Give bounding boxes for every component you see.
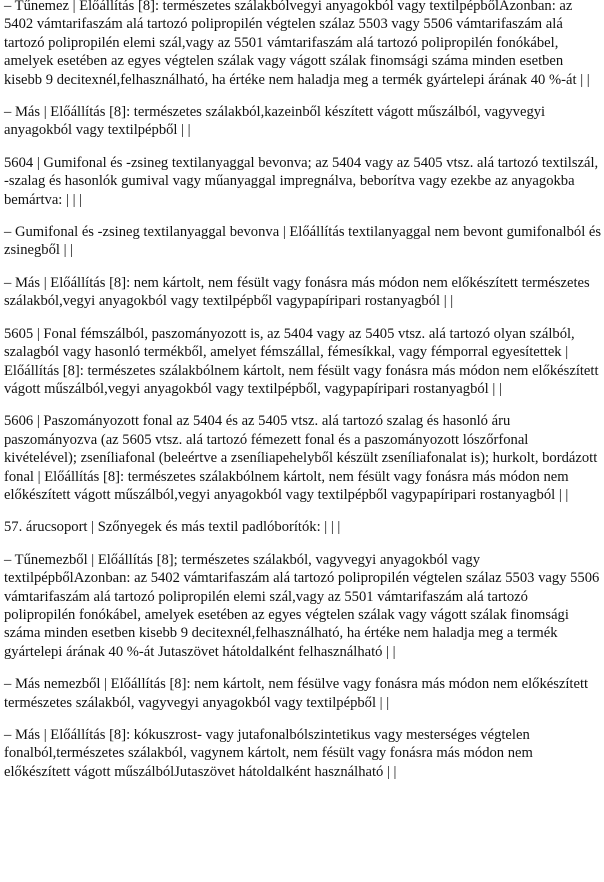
paragraph-tunemez: – Tűnemez | Előállítás [8]: természetes szálakbólvegyi anyagokból vagy textilpépbőlAzonban: az 5402 vámtarifaszám alá tartozó polipropilén végtelen szálaz 5503 vagy 5506 vámtarifaszám alá tartozó polipropilén elemi szál,vagy az 5501 vámtarifaszám alá tartozó polipropilén fonókábel, amelyek esetében az egyes végtelen szálak vagy vágott szálak finomsági száma minden esetben kisebb 9 decitexnél,felhasználható, ha értéke nem haladja meg a termék gyártelepi árának 40 %-át | | [4,0,590,88]
paragraph-chapter-57: 57. árucsoport | Szőnyegek és más textil padlóborítók: | | | [4,519,341,536]
document-page [4,0,602,795]
paragraph-mas-nemezbol: – Más nemezből | Előállítás [8]: nem kártolt, nem fésülve vagy fonásra más módon nem előkészített természetes szálakból, vagyvegyi anyagokból vagy textilpépből | | [4,676,589,711]
paragraph-5604: 5604 | Gumifonal és -zsineg textilanyaggal bevonva; az 5404 vagy az 5405 vtsz. alá tartozó textilszál, -szalag és hasonlók gumival vagy műanyaggal impregnálva, beborítva vagy ezekbe az anyagokba bemártva: | | | [4,154,599,208]
paragraph-5606: 5606 | Paszományozott fonal az 5404 és az 5405 vtsz. alá tartozó szalag és hasonló áru paszományozva (az 5605 vtsz. alá tartozó fémezett fonal és a paszományozott lószőrfonal kivételével); zseníliafonal (beleértve a zseníliapehelyből készült zseníliafonalat is); hurkolt, bordázott fonal | Előállítás [8]: természetes szálakbólnem kártolt, nem fésült vagy fonásra más módon nem előkészített vágott műszálból,vegyi anyagokból vagy textilpépből vagypapíripari rostanyagból | | [4,413,598,503]
paragraph-mas-papiripari: – Más | Előállítás [8]: nem kártolt, nem fésült vagy fonásra más módon nem előkészített természetes szálakból,vegyi anyagokból vagy textilpépből vagypapíripari rostanyagból | | [4,274,590,310]
paragraph-5605: 5605 | Fonal fémszálból, paszományozott is, az 5404 vagy az 5405 vtsz. alá tartozó olyan szálból, szalagból vagy hasonló termékből, amelyet fémszállal, fémesíkkal, vagy fémporral egyesítettek | Előállítás [8]: természetes szálakbólnem kártolt, nem fésült vagy fonásra más módon nem előkészített vágott műszálból,vegyi anyagokból vagy textilpépből, vagypapíripari rostanyagból | | [4,325,599,397]
paragraph-tunemezbol: – Tűnemezből | Előállítás [8]; természetes szálakból, vagyvegyi anyagokból vagy textilpépbőlAzonban: az 5402 vámtarifaszám alá tartozó polipropilén végtelen szálaz 5503 vagy 5506 vámtarifaszám alá tartozó polipropilén elemi szál,vagy az 5501 vámtarifaszám alá tartozó polipropilén fonókábel, amelyek esetében az egyes végtelen szálak vagy vágott szálak finomsági száma minden esetben kisebb 9 decitexnél,felhasználható, ha értéke nem haladja meg a termék gyártelepi árának 40 %-át Jutaszövet hátoldalként felhasználható | | [4,551,600,660]
paragraph-mas-kokuszrost: – Más | Előállítás [8]: kókuszrost- vagy jutafonalbólszintetikus vagy mesterséges végtelen fonalból,természetes szálakból, vagynem kártolt, nem fésült vagy fonásra más módon nem előkészített vágott műszálbólJutaszövet hátoldalként használható | | [4,727,533,780]
paragraph-gumifonal: – Gumifonal és -zsineg textilanyaggal bevonva | Előállítás textilanyaggal nem bevont gumifonalból és zsinegből | | [4,224,602,259]
paragraph-mas-kazein: – Más | Előállítás [8]: természetes szálakból,kazeinből készített vágott műszálból, vagyvegyi anyagokból vagy textilpépből | | [4,104,546,139]
